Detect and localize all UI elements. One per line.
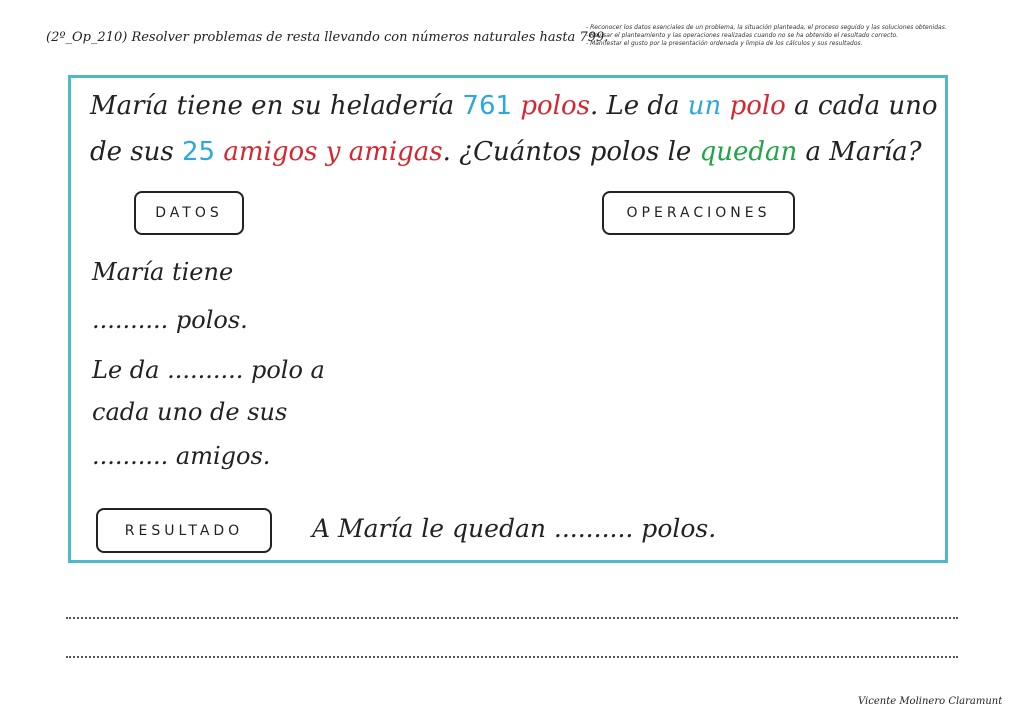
answer-line [66,617,958,619]
problem-statement [90,83,940,175]
resultado-sentence: A María le quedan .......... polos. [312,514,717,543]
word-polo: polo [729,91,786,121]
number-761: 761 [462,91,513,121]
datos-line: .......... amigos. [92,442,271,470]
datos-label: DATOS [134,191,244,235]
operaciones-label: OPERACIONES [602,191,795,235]
datos-line: cada uno de sus [92,398,288,426]
word-quedan: quedan [699,137,798,167]
datos-line: Le da .......... polo a [92,356,325,384]
number-25: 25 [182,137,216,167]
objective-item: - Revisar el planteamiento y las operaciones realizadas cuando no se ha obtenido el resultado correcto. [586,32,899,39]
datos-line: María tiene [92,258,234,286]
problem-text: María tiene en su heladería [90,91,463,121]
resultado-label: RESULTADO [96,508,272,553]
objectives-list [586,24,1006,48]
datos-line: .......... polos. [92,306,248,334]
objective-item: - Reconocer los datos esenciales de un problema, la situación planteada, el proceso seguido y las soluciones obtenidas. [586,24,947,31]
problem-text: a cada uno de sus [90,91,938,167]
worksheet-title: (2º_Op_210) Resolver problemas de resta llevando con números naturales hasta 799. [46,30,609,45]
objective-item: - Manifestar el gusto por la presentación ordenada y limpia de los cálculos y sus resultados. [586,40,863,47]
word-un: un [687,91,722,121]
author-signature: Vicente Molinero Claramunt [858,696,1003,707]
problem-text: . ¿Cuántos polos le [442,137,700,167]
word-polos: polos [520,91,590,121]
word-amigos: amigos y amigas [223,137,443,167]
problem-text: a María? [797,137,922,167]
problem-text: . Le da [589,91,688,121]
space [721,91,729,121]
answer-line [66,656,958,658]
